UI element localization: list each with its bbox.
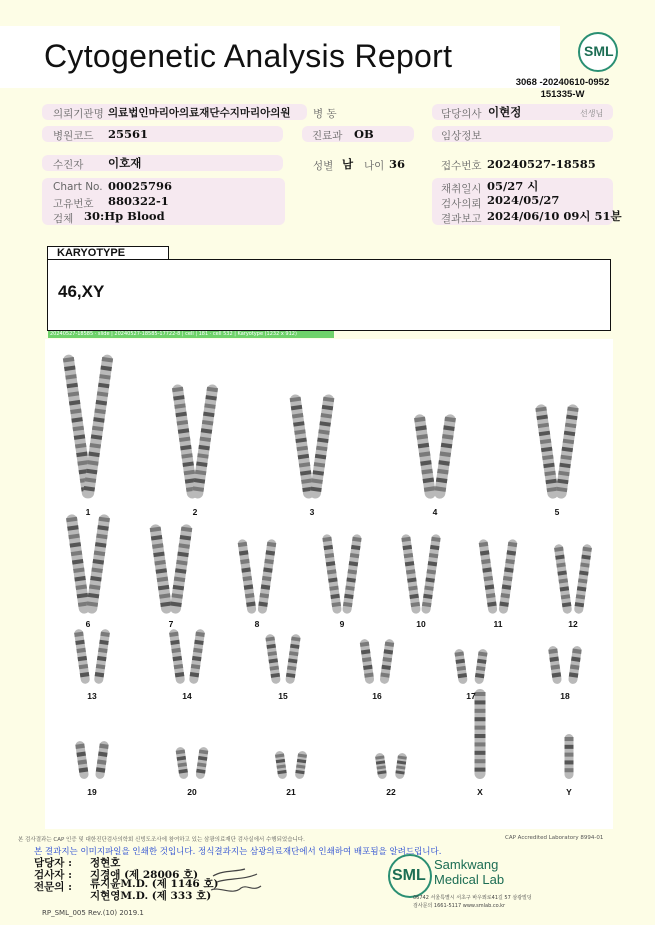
- chromosome-pair-17: [454, 649, 488, 685]
- chromosome-pair-22: [375, 753, 408, 780]
- chromosome-label-8: 8: [254, 619, 260, 629]
- specimen-label: 검체: [53, 213, 74, 225]
- chromosome-label-7: 7: [168, 619, 174, 629]
- report-number: 3068 -20240610-0952 151335-W: [515, 77, 610, 100]
- chromosome-label-13: 13: [87, 691, 97, 701]
- dept-value: OB: [354, 127, 374, 141]
- chromosome-pair-3: [289, 394, 335, 500]
- chromosome-pair-10: [401, 534, 441, 614]
- karyogram-image: [45, 339, 613, 829]
- specialist-label: 전문의 :: [34, 881, 72, 893]
- chromosome-pair-12: [554, 544, 593, 615]
- chromosome-pair-15: [265, 634, 301, 685]
- chromosome-pair-2: [172, 384, 219, 499]
- disclaimer: 본 검사결과는 CAP 인증 및 대한진단검사의학회 신빙도조사에 참여하고 있는 삼광의료재단 검사실에서 수행되었습니다.: [18, 837, 305, 843]
- age-value: 36: [389, 157, 406, 171]
- chromosome-label-X: X: [477, 787, 483, 797]
- chromosome-pair-7: [149, 524, 192, 615]
- hospital-code-value: 25561: [108, 127, 149, 141]
- institution-label: 의뢰기관명: [53, 108, 104, 120]
- chromosome-label-22: 22: [386, 787, 396, 797]
- chromosome-pair-19: [75, 741, 109, 780]
- dept-label: 진료과: [312, 130, 343, 142]
- chromosome-pair-13: [74, 629, 111, 685]
- report-date-value: 2024/06/10 09시 51분: [487, 209, 622, 223]
- specialist1-value: 류지윤M.D. (제 1146 호): [90, 878, 219, 890]
- chromosome-pair-20: [175, 747, 208, 780]
- chromosome-pair-21: [275, 751, 308, 780]
- chromosome-label-20: 20: [187, 787, 197, 797]
- chromosome-label-5: 5: [554, 507, 560, 517]
- report-title: Cytogenetic Analysis Report: [44, 38, 453, 74]
- receipt-no-value: 20240527-18585: [487, 157, 596, 171]
- karyotype-result: 46,XY: [58, 282, 105, 301]
- chromosome-label-21: 21: [286, 787, 296, 797]
- chromosome-label-18: 18: [560, 691, 570, 701]
- chromosome-pair-5: [535, 404, 579, 500]
- chart-no-label: Chart No.: [53, 181, 103, 193]
- doctor-suffix: 선생님: [580, 109, 604, 118]
- image-info-bar: 20240527-18585 · slide | 20240527-18585-17722-8 | cell | 181 · cell 532 | Karyotype (1232 x 912): [48, 331, 334, 338]
- karyotype-result-box: [47, 259, 611, 331]
- chromosome-label-9: 9: [339, 619, 345, 629]
- chromosome-label-4: 4: [432, 507, 438, 517]
- chromosome-pair-9: [322, 534, 362, 614]
- examinee-value: 이호재: [108, 156, 142, 170]
- form-code: RP_SML_005 Rev.(10) 2019.1: [42, 909, 144, 917]
- request-date-label: 검사의뢰: [441, 198, 482, 210]
- reporter-label: 담당자 :: [34, 857, 72, 869]
- examiner-label: 검사자 :: [34, 869, 72, 881]
- lab-name: Samkwang Medical Lab: [434, 857, 505, 887]
- request-date-value: 2024/05/27: [487, 193, 560, 207]
- chromosome-label-Y: Y: [566, 787, 572, 797]
- clinical-info-label: 임상정보: [441, 130, 482, 142]
- chromosome-pair-Y: [565, 734, 574, 779]
- chromosome-label-14: 14: [182, 691, 192, 701]
- collection-date-label: 채취일시: [441, 183, 482, 195]
- examinee-label: 수진자: [53, 159, 84, 171]
- signature-scribble: [205, 866, 265, 900]
- chromosome-label-10: 10: [416, 619, 426, 629]
- karyogram-svg: [45, 339, 613, 829]
- chromosome-pair-6: [66, 514, 111, 615]
- chromosome-pair-18: [548, 646, 582, 685]
- chromosome-label-19: 19: [87, 787, 97, 797]
- chromosome-label-12: 12: [568, 619, 578, 629]
- specimen-value: 30:Hp Blood: [84, 209, 165, 223]
- samkwang-logo: SML: [388, 854, 432, 898]
- chromosome-label-6: 6: [85, 619, 91, 629]
- lab-address: 06742 서울특별시 서초구 바우뫼로41길 57 삼광빌딩 검사문의 1661-5117 www.smlab.co.kr: [413, 895, 532, 909]
- karyotype-tab: KARYOTYPE: [47, 246, 169, 260]
- reporter-value: 정현호: [90, 857, 121, 869]
- sex-value: 남: [342, 157, 354, 171]
- receipt-no-label: 접수번호: [441, 160, 482, 172]
- chromosome-pair-8: [237, 539, 276, 615]
- institution-value: 의료법인마리아의료재단수지마리아의원: [108, 107, 291, 119]
- chromosome-pair-16: [359, 639, 394, 685]
- chromosome-label-1: 1: [85, 507, 91, 517]
- sml-logo: SML: [578, 32, 618, 72]
- chromosome-label-15: 15: [278, 691, 288, 701]
- chromosome-label-11: 11: [493, 619, 503, 629]
- cap-accreditation: CAP Accredited Laboratory 8994-01: [505, 835, 604, 841]
- report-date-label: 결과보고: [441, 213, 482, 225]
- specialist2-value: 지현영M.D. (제 333 호): [90, 890, 212, 902]
- doctor-label: 담당의사: [441, 108, 482, 120]
- hospital-code-label: 병원코드: [53, 130, 94, 142]
- age-label: 나이: [364, 160, 385, 172]
- chromosome-pair-14: [169, 629, 206, 685]
- chromosome-pair-4: [414, 414, 457, 500]
- image-notice: 본 결과지는 이미지파일을 인쇄한 것입니다. 정식결과지는 삼광의료재단에서 인쇄하여 배포됨을 알려드립니다.: [34, 847, 442, 857]
- examiner-value: 지경애 (제 28006 호): [90, 869, 199, 881]
- collection-date-value: 05/27 시: [487, 179, 539, 193]
- chromosome-label-2: 2: [192, 507, 198, 517]
- chart-no-value: 00025796: [108, 179, 173, 193]
- chromosome-label-16: 16: [372, 691, 382, 701]
- unique-no-value: 880322-1: [108, 194, 169, 208]
- chromosome-label-17: 17: [466, 691, 476, 701]
- chromosome-pair-1: [62, 354, 113, 499]
- doctor-value: 이현정: [488, 105, 522, 119]
- chromosome-pair-X: [475, 689, 486, 779]
- unique-no-label: 고유번호: [53, 198, 94, 210]
- chromosome-label-3: 3: [309, 507, 315, 517]
- sex-label: 성별: [313, 160, 334, 172]
- ward-label: 병 동: [313, 108, 337, 120]
- chromosome-pair-11: [478, 539, 517, 615]
